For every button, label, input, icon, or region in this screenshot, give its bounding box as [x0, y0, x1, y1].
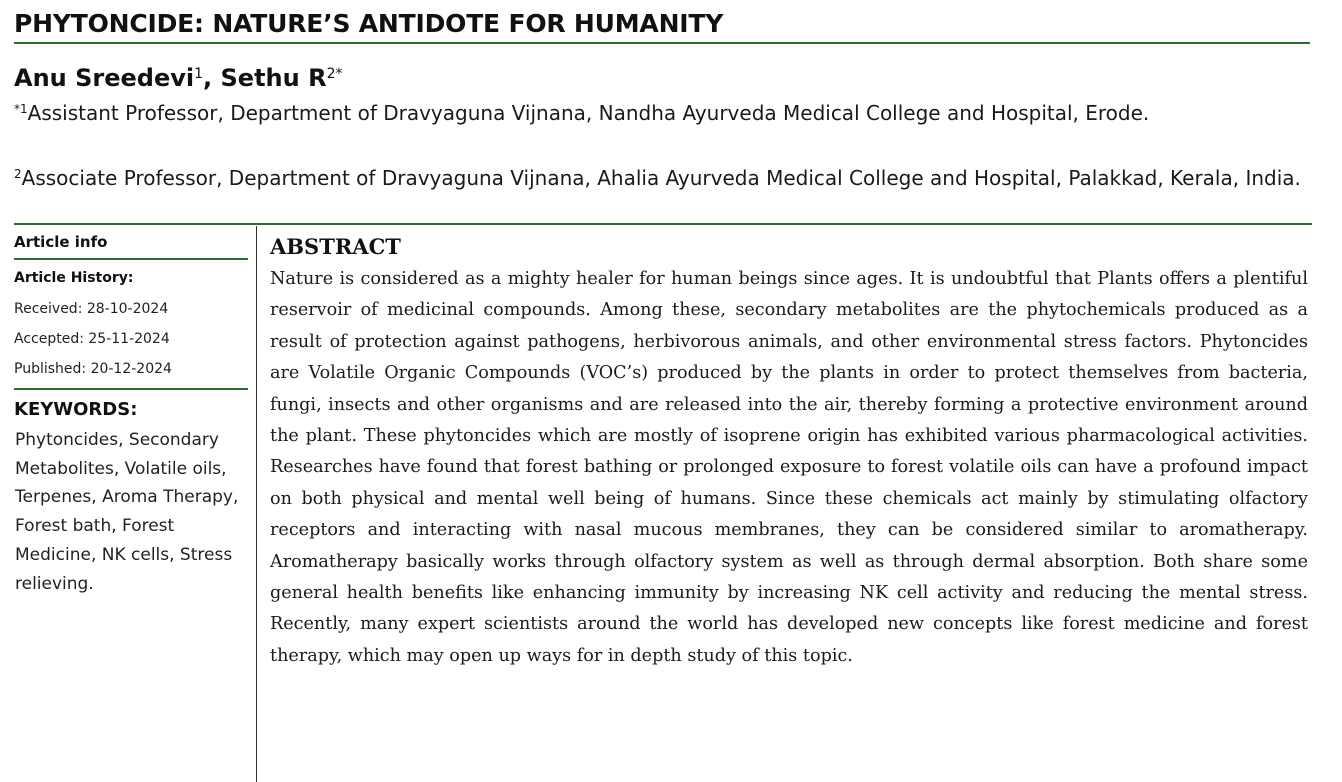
received-date: Received: 28-10-2024: [14, 301, 169, 317]
article-info-heading: Article info: [14, 226, 248, 260]
article-history: [14, 262, 248, 390]
keywords-list: Phytoncides, Secondary Metabolites, Volatile oils, Terpenes, Aroma Therapy, Forest bath, Forest Medicine, NK cells, Stress relieving.: [15, 430, 239, 594]
affiliation-marker: *1: [14, 102, 28, 116]
affiliation-text: Associate Professor, Department of Dravyaguna Vijnana, Ahalia Ayurveda Medical College and Hospital, Palakkad, Kerala, India.: [21, 166, 1301, 190]
affiliation-text: Assistant Professor, Department of Dravyaguna Vijnana, Nandha Ayurveda Medical College and Hospital, Erode.: [27, 101, 1150, 125]
article-info-column: [14, 226, 248, 598]
author-name: Anu Sreedevi: [14, 64, 195, 92]
author-name: Sethu R: [220, 64, 327, 92]
abstract-heading: ABSTRACT: [270, 234, 401, 259]
author-line: [14, 57, 342, 95]
accepted-date: Accepted: 25-11-2024: [14, 331, 170, 347]
affiliation-marker: 2: [14, 167, 22, 181]
article-history-title: Article History:: [14, 270, 134, 286]
column-divider: [256, 226, 257, 782]
paper-title: PHYTONCIDE: NATURE’S ANTIDOTE FOR HUMANITY: [14, 6, 1310, 44]
abstract-text: Nature is considered as a mighty healer for human beings since ages. It is undoubtful that Plants offers a plentiful reservoir of medicinal compounds. Among these, secondary metabolites are the phytochemicals produced as a result of protection against pathogens, herbivorous animals, and other environmental stress factors. Phytoncides are Volatile Organic Compounds (VOC’s) produced by the plants in order to protect themselves from bacteria, fungi, insects and other organisms and are released into the air, thereby forming a protective environment around the plant. These phytoncides which are mostly of isoprene origin has exhibited various pharmacological activities. Researches have found that forest bathing or prolonged exposure to forest volatile oils can have a profound impact on both physical and mental well being of humans. Since these chemicals act mainly by stimulating olfactory receptors and interacting with nasal mucous membranes, they can be considered similar to aromatherapy. Aromatherapy basically works through olfactory system as well as through dermal absorption. Both share some general health benefits like enhancing immunity by increasing NK cell activity and reducing the mental stress. Recently, many expert scientists around the world has developed new concepts like forest medicine and forest therapy, which may open up ways for in depth study of this topic.: [270, 269, 1308, 666]
published-date: Published: 20-12-2024: [14, 361, 172, 377]
affiliation: [14, 93, 1304, 129]
affiliation: [14, 158, 1304, 194]
keywords-heading: KEYWORDS:: [14, 399, 138, 420]
author-affiliation-mark: 1: [194, 66, 204, 82]
header-divider: [14, 223, 1312, 225]
author-separator: ,: [203, 64, 221, 92]
author-affiliation-mark: 2*: [326, 66, 343, 82]
